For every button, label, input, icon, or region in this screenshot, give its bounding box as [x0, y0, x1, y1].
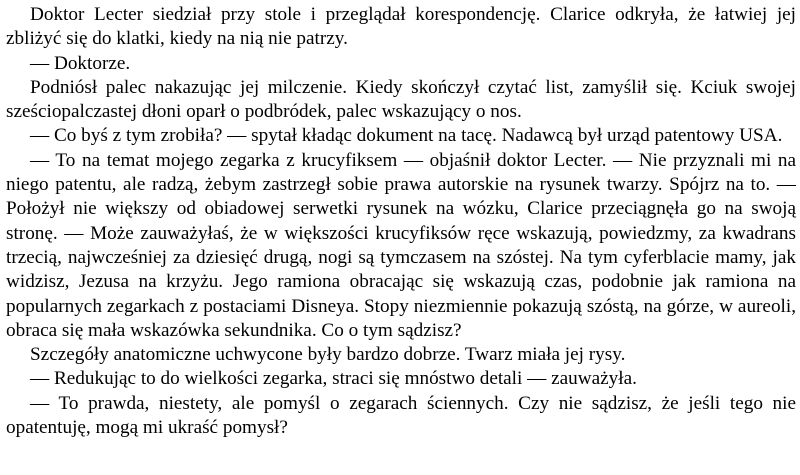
- paragraph: — Co byś z tym zrobiła? — spytał kładąc dokument na tacę. Nadawcą był urząd patentowy USA.: [30, 125, 783, 147]
- paragraph: Podniósł palec nakazując jej milczenie. Kiedy skończył czytać list, zamyślił się. Kciuk swojej sześciopalczastej dłoni oparł o podbródek, palec wskazujący o nos.: [6, 76, 796, 123]
- paragraph: — To prawda, niestety, ale pomyśl o zegarach ściennych. Czy nie sądzisz, że jeśli tego nie opatentuję, mogą mi ukraść pomysł?: [6, 392, 796, 439]
- paragraph: — Doktorze.: [30, 52, 131, 74]
- paragraph: Doktor Lecter siedział przy stole i przeglądał korespondencję. Clarice odkryła, że łatwiej jej zbliżyć się do klatki, kiedy na nią nie patrzy.: [6, 4, 796, 50]
- paragraph: Szczegóły anatomiczne uchwycone były bardzo dobrze. Twarz miała jej rysy.: [30, 344, 626, 366]
- paragraph: — Redukując to do wielkości zegarka, straci się mnóstwo detali — zauważyła.: [30, 368, 637, 390]
- paragraph: — To na temat mojego zegarka z krucyfiksem — objaśnił doktor Lecter. — Nie przyznali mi na niego patentu, ale radzą, żebym zastrzegł sobie prawa autorskie na rysunek twarzy. Spójrz na to. — Położył nie większy od obiadowej serwetki rysunek na wózku, Clarice przeciągnęła go na swoją stronę. — Może zauważyłaś, że w większości krucyfiksów ręce wskazują, powiedzmy, za kwadrans trzecią, najwcześniej za dziesięć drugą, nogi są tymczasem na szóstej. Na tym cyferblacie mamy, jak widzisz, Jezusa na krzyżu. Jego ramiona obracając się wskazują czas, podobnie jak ramiona na popularnych zegarkach z postaciami Disneya. Stopy niezmiennie pokazują szóstą, na górze, w aureoli, obraca się mała wskazówka sekundnika. Co o tym sądzisz?: [6, 149, 796, 341]
